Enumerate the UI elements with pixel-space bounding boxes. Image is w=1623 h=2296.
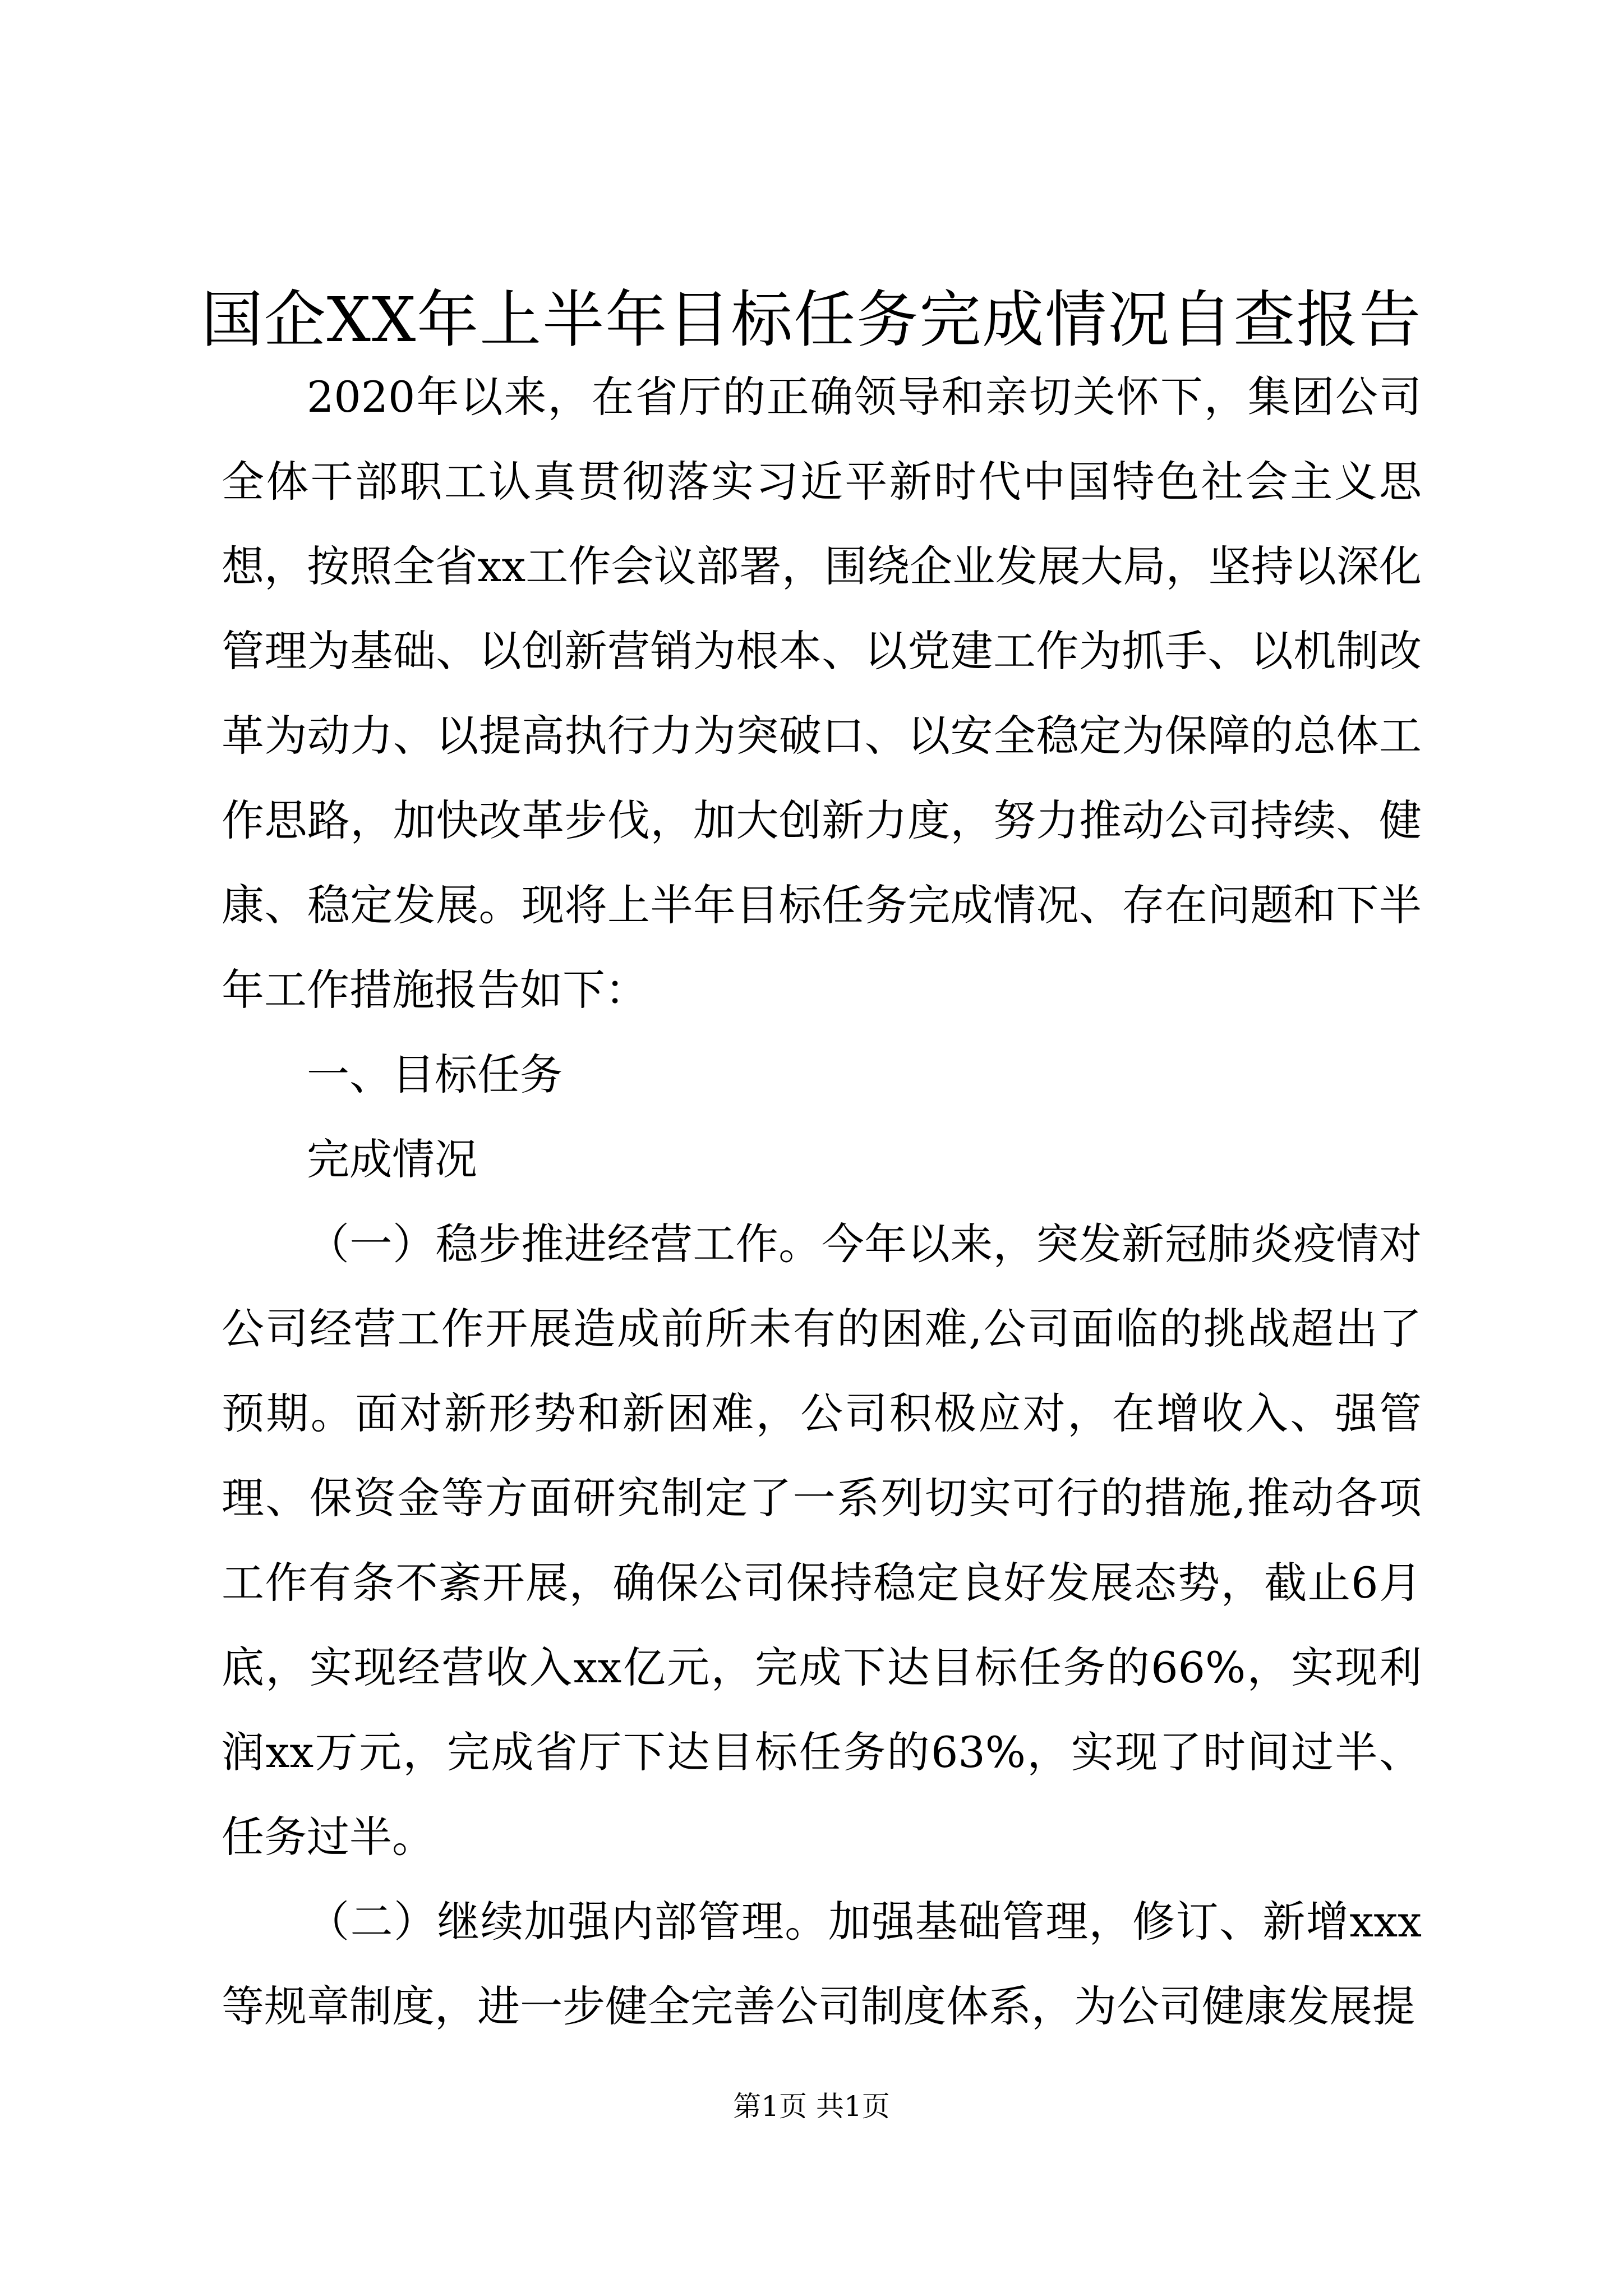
document-title: 国企XX年上半年目标任务完成情况自查报告 [201,284,1422,356]
section-subheading: 完成情况 [307,1134,477,1184]
intro-paragraph: 2020年以来，在省厅的正确领导和亲切关怀下，集团公司全体干部职工认真贯彻落实习近平新时代中国特色社会主义思想，按照全省xx工作会议部署，围绕企业发展大局，坚持以深化管理为基础、以创新营销为根本、以党建工作为抓手、以机制改革为动力、以提高执行力为突破口、以安全稳定为保障的总体工作思路，加快改革步伐，加大创新力度，努力推动公司持续、健康、稳定发展。现将上半年目标任务完成情况、存在问题和下半年工作措施报告如下： [222,372,1422,1015]
document-body [222,355,1422,2049]
page-footer: 第1页 共1页 [733,2090,890,2123]
section-heading: 一、目标任务 [307,1050,562,1099]
management-paragraph: （二）继续加强内部管理。加强基础管理，修订、新增xxx等规章制度，进一步健全完善公司制度体系，为公司健康发展提 [222,1897,1422,2031]
operations-paragraph: （一）稳步推进经营工作。今年以来，突发新冠肺炎疫情对公司经营工作开展造成前所未有的困难,公司面临的挑战超出了预期。面对新形势和新困难，公司积极应对，在增收入、强管理、保资金等方面研究制定了一系列切实可行的措施,推动各项工作有条不紊开展，确保公司保持稳定良好发展态势，截止6月底，实现经营收入xx亿元，完成下达目标任务的66%，实现利润xx万元，完成省厅下达目标任务的63%，实现了时间过半、任务过半。 [222,1219,1422,1862]
